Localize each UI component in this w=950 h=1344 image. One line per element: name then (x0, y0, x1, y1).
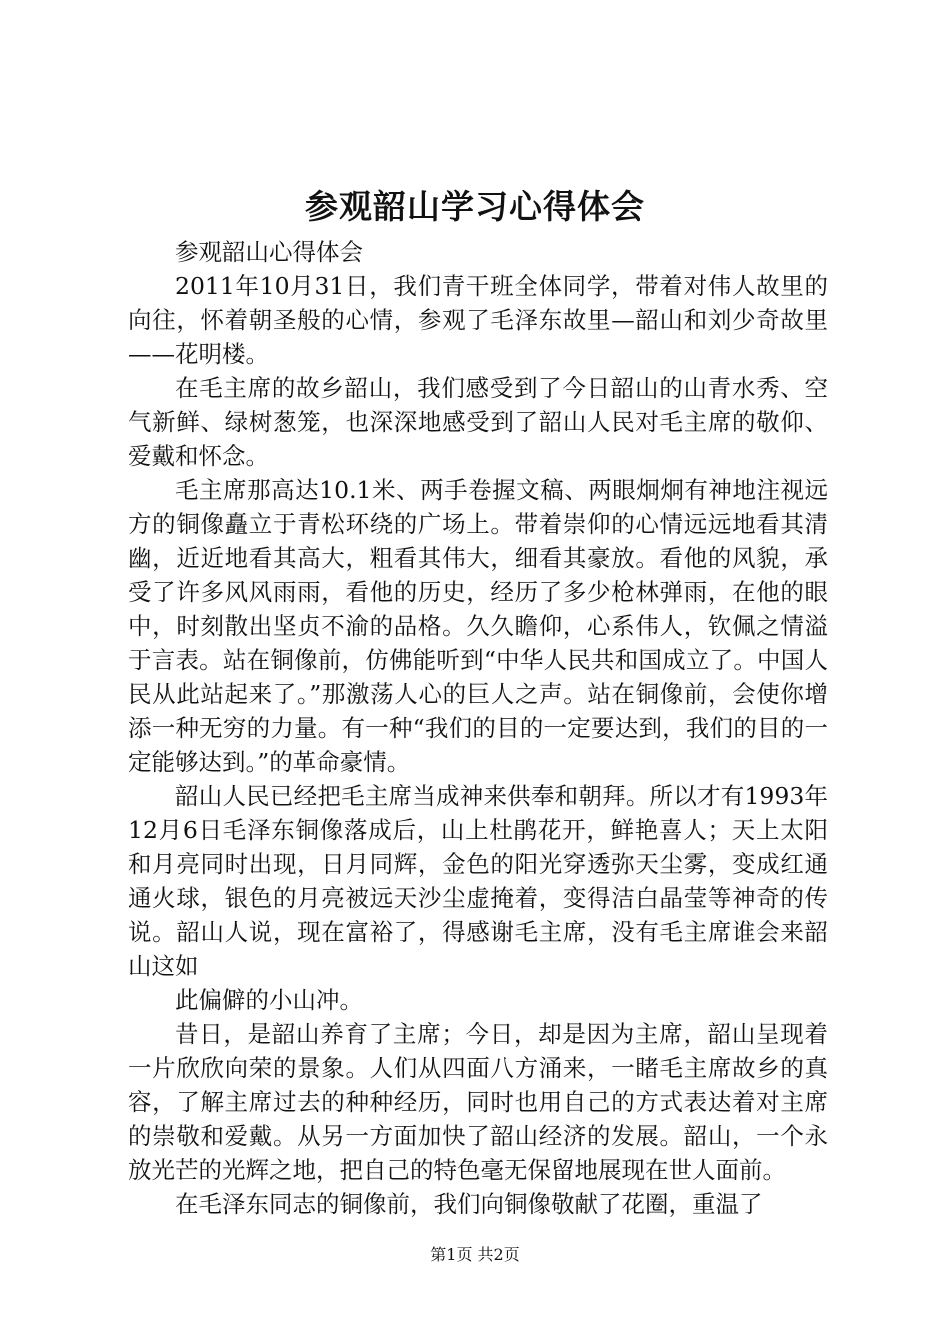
legend-paragraph: 韶山人民已经把毛主席当成神来供奉和朝拜。所以才有1993年12月6日毛泽东铜像落成后，山上杜鹃花开，鲜艳喜人；天上太阳和月亮同时出现，日月同辉，金色的阳光穿透弥天尘雾，变成红通通火球，银色的月亮被远天沙尘虚掩着，变得洁白晶莹等神奇的传说。韶山人说，现在富裕了，得感谢毛主席，没有毛主席谁会来韶山这如 (128, 782, 828, 980)
document-title: 参观韶山学习心得体会 (305, 187, 645, 226)
tribute-paragraph: 在毛泽东同志的铜像前，我们向铜像敬献了花圈，重温了 (175, 1190, 763, 1218)
subtitle-paragraph: 参观韶山心得体会 (175, 238, 363, 266)
legend-continuation-paragraph: 此偏僻的小山冲。 (175, 986, 363, 1014)
document-body (128, 235, 828, 1221)
hometown-paragraph: 在毛主席的故乡韶山，我们感受到了今日韶山的山青水秀、空气新鲜、绿树葱笼，也深深地感受到了韶山人民对毛主席的敬仰、爱戴和怀念。 (128, 374, 828, 470)
statue-paragraph: 毛主席那高达10.1米、两手卷握文稿、两眼炯炯有神地注视远方的铜像矗立于青松环绕的广场上。带着崇仰的心情远远地看其清幽，近近地看其高大，粗看其伟大，细看其豪放。看他的风貌，承受了许多风风雨雨，看他的历史，经历了多少枪林弹雨，在他的眼中，时刻散出坚贞不渝的品格。久久瞻仰，心系伟人，钦佩之情溢于言表。站在铜像前，仿佛能听到“中华人民共和国成立了。中国人民从此站起来了。”那激荡人心的巨人之声。站在铜像前，会使你增添一种无穷的力量。有一种“我们的目的一定要达到，我们的目的一定能够达到。”的革命豪情。 (128, 476, 828, 776)
intro-paragraph: 2011年10月31日，我们青干班全体同学，带着对伟人故里的向往，怀着朝圣般的心情，参观了毛泽东故里—韶山和刘少奇故里——花明楼。 (128, 272, 828, 368)
prosperity-paragraph: 昔日，是韶山养育了主席；今日，却是因为主席，韶山呈现着一片欣欣向荣的景象。人们从四面八方涌来，一睹毛主席故乡的真容，了解主席过去的种种经历，同时也用自己的方式表达着对主席的崇敬和爱戴。从另一方面加快了韶山经济的发展。韶山，一个永放光芒的光辉之地，把自己的特色毫无保留地展现在世人面前。 (128, 1020, 828, 1184)
page-number-footer: 第1页 共2页 (430, 1245, 520, 1264)
